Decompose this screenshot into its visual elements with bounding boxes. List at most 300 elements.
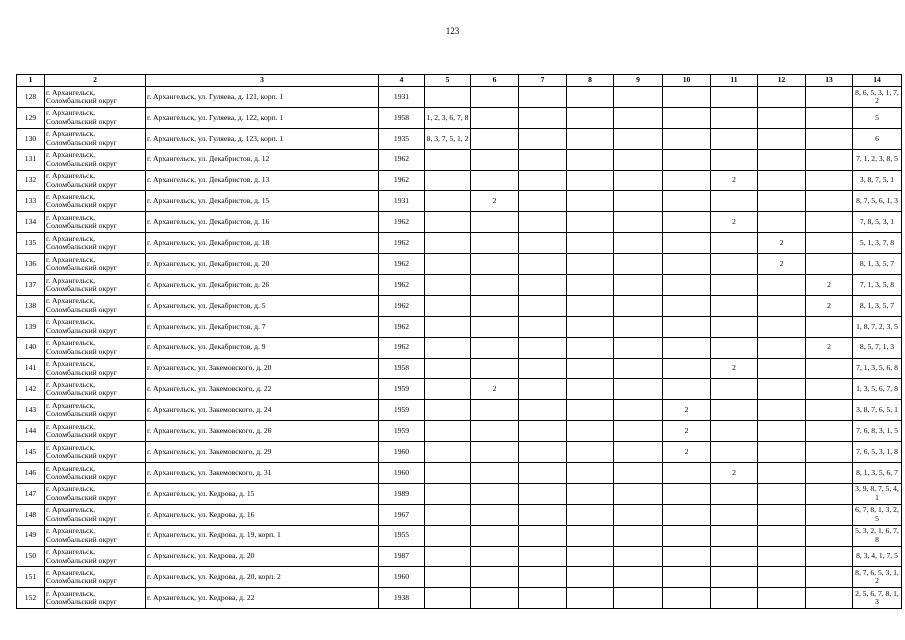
col12-cell (758, 379, 806, 400)
district-cell: г. Архангельск, Соломбальский округ (45, 316, 146, 337)
col12-cell (758, 316, 806, 337)
col13-cell: 2 (806, 275, 853, 296)
row-number: 142 (17, 379, 45, 400)
column-header-8: 8 (567, 75, 614, 87)
district-cell: г. Архангельск, Соломбальский округ (45, 295, 146, 316)
col9-cell (614, 170, 663, 191)
col7-cell (519, 463, 567, 484)
col8-cell (567, 442, 614, 463)
col10-cell (663, 233, 711, 254)
col10-cell (663, 295, 711, 316)
col7-cell (519, 442, 567, 463)
year-cell: 1987 (379, 546, 425, 567)
column-header-11: 11 (711, 75, 758, 87)
col5-cell (425, 483, 471, 504)
col11-cell (711, 525, 758, 546)
col6-cell (471, 567, 519, 588)
col8-cell (567, 567, 614, 588)
col9-cell (614, 442, 663, 463)
table-row (17, 546, 902, 567)
col14-cell: 1, 3, 5, 6, 7, 8 (853, 379, 902, 400)
row-number: 137 (17, 275, 45, 296)
col5-cell (425, 316, 471, 337)
col9-cell (614, 128, 663, 149)
table-row (17, 191, 902, 212)
row-number: 151 (17, 567, 45, 588)
address-cell: г. Архангельск, ул. Декабристов, д. 20 (146, 254, 379, 275)
col8-cell (567, 191, 614, 212)
col10-cell (663, 546, 711, 567)
header-row (17, 75, 902, 87)
table-row (17, 358, 902, 379)
row-number: 136 (17, 254, 45, 275)
col11-cell (711, 400, 758, 421)
col11-cell (711, 421, 758, 442)
table-body (17, 87, 902, 609)
row-number: 149 (17, 525, 45, 546)
col13-cell (806, 254, 853, 275)
district-cell: г. Архангельск, Соломбальский округ (45, 233, 146, 254)
col13-cell (806, 233, 853, 254)
row-number: 138 (17, 295, 45, 316)
col12-cell (758, 149, 806, 170)
year-cell: 1967 (379, 504, 425, 525)
col11-cell (711, 442, 758, 463)
address-cell: г. Архангельск, ул. Закемовского, д. 29 (146, 442, 379, 463)
district-cell: г. Архангельск, Соломбальский округ (45, 546, 146, 567)
col14-cell: 7, 1, 2, 3, 8, 5 (853, 149, 902, 170)
col12-cell (758, 87, 806, 108)
col14-cell: 7, 1, 3, 5, 8 (853, 275, 902, 296)
col7-cell (519, 483, 567, 504)
page-number: 123 (445, 26, 460, 36)
col6-cell (471, 463, 519, 484)
col10-cell (663, 149, 711, 170)
col13-cell (806, 212, 853, 233)
address-cell: г. Архангельск, ул. Кедрова, д. 15 (146, 483, 379, 504)
address-cell: г. Архангельск, ул. Закемовского, д. 26 (146, 421, 379, 442)
col13-cell (806, 87, 853, 108)
col7-cell (519, 358, 567, 379)
address-cell: г. Архангельск, ул. Декабристов, д. 5 (146, 295, 379, 316)
column-header-1: 1 (17, 75, 45, 87)
col5-cell (425, 212, 471, 233)
district-cell: г. Архангельск, Соломбальский округ (45, 275, 146, 296)
col13-cell (806, 588, 853, 609)
col13-cell (806, 379, 853, 400)
column-header-4: 4 (379, 75, 425, 87)
row-number: 134 (17, 212, 45, 233)
col7-cell (519, 379, 567, 400)
district-cell: г. Архангельск, Соломбальский округ (45, 358, 146, 379)
col6-cell (471, 275, 519, 296)
col5-cell (425, 567, 471, 588)
col7-cell (519, 421, 567, 442)
col9-cell (614, 233, 663, 254)
col7-cell (519, 191, 567, 212)
col8-cell (567, 546, 614, 567)
col8-cell (567, 504, 614, 525)
table-row (17, 400, 902, 421)
col9-cell (614, 358, 663, 379)
col13-cell (806, 567, 853, 588)
address-cell: г. Архангельск, ул. Декабристов, д. 26 (146, 275, 379, 296)
district-cell: г. Архангельск, Соломбальский округ (45, 254, 146, 275)
col10-cell (663, 128, 711, 149)
col10-cell (663, 212, 711, 233)
address-cell: г. Архангельск, ул. Декабристов, д. 16 (146, 212, 379, 233)
year-cell: 1960 (379, 463, 425, 484)
table-row (17, 128, 902, 149)
col11-cell (711, 149, 758, 170)
col12-cell (758, 421, 806, 442)
district-cell: г. Архангельск, Соломбальский округ (45, 400, 146, 421)
col12-cell (758, 295, 806, 316)
col6-cell (471, 149, 519, 170)
col14-cell: 8, 7, 5, 6, 1, 3 (853, 191, 902, 212)
col13-cell (806, 191, 853, 212)
col12-cell (758, 107, 806, 128)
col12-cell (758, 525, 806, 546)
col10-cell (663, 567, 711, 588)
column-header-9: 9 (614, 75, 663, 87)
row-number: 128 (17, 87, 45, 108)
col12-cell (758, 212, 806, 233)
address-cell: г. Архангельск, ул. Гуляева, д. 122, корп. 1 (146, 107, 379, 128)
col7-cell (519, 170, 567, 191)
address-cell: г. Архангельск, ул. Гуляева, д. 121, корп. 1 (146, 87, 379, 108)
col13-cell: 2 (806, 337, 853, 358)
col8-cell (567, 400, 614, 421)
row-number: 143 (17, 400, 45, 421)
col5-cell (425, 588, 471, 609)
col10-cell (663, 504, 711, 525)
col6-cell (471, 525, 519, 546)
col13-cell (806, 421, 853, 442)
col12-cell (758, 358, 806, 379)
year-cell: 1959 (379, 400, 425, 421)
table-row (17, 504, 902, 525)
col7-cell (519, 87, 567, 108)
table-row (17, 149, 902, 170)
year-cell: 1962 (379, 337, 425, 358)
address-cell: г. Архангельск, ул. Закемовского, д. 22 (146, 379, 379, 400)
col13-cell (806, 463, 853, 484)
address-cell: г. Архангельск, ул. Закемовского, д. 20 (146, 358, 379, 379)
col14-cell: 1, 8, 7, 2, 3, 5 (853, 316, 902, 337)
district-cell: г. Архангельск, Соломбальский округ (45, 212, 146, 233)
col9-cell (614, 567, 663, 588)
table-row (17, 567, 902, 588)
col11-cell: 2 (711, 170, 758, 191)
col6-cell (471, 128, 519, 149)
col7-cell (519, 337, 567, 358)
col11-cell: 2 (711, 212, 758, 233)
table-row (17, 212, 902, 233)
col14-cell: 5, 1, 3, 7, 8 (853, 233, 902, 254)
year-cell: 1931 (379, 87, 425, 108)
district-cell: г. Архангельск, Соломбальский округ (45, 170, 146, 191)
address-cell: г. Архангельск, ул. Закемовского, д. 24 (146, 400, 379, 421)
col12-cell (758, 483, 806, 504)
col9-cell (614, 316, 663, 337)
district-cell: г. Архангельск, Соломбальский округ (45, 128, 146, 149)
col8-cell (567, 421, 614, 442)
col11-cell (711, 191, 758, 212)
col9-cell (614, 337, 663, 358)
col13-cell (806, 107, 853, 128)
year-cell: 1935 (379, 128, 425, 149)
col10-cell (663, 170, 711, 191)
col11-cell (711, 379, 758, 400)
col12-cell (758, 504, 806, 525)
col10-cell: 2 (663, 400, 711, 421)
col14-cell: 7, 6, 8, 3, 1, 5 (853, 421, 902, 442)
address-cell: г. Архангельск, ул. Декабристов, д. 9 (146, 337, 379, 358)
col13-cell (806, 149, 853, 170)
address-cell: г. Архангельск, ул. Кедрова, д. 20, корп. 2 (146, 567, 379, 588)
col9-cell (614, 483, 663, 504)
col10-cell (663, 358, 711, 379)
table-row (17, 87, 902, 108)
col11-cell (711, 107, 758, 128)
col11-cell (711, 504, 758, 525)
col6-cell (471, 421, 519, 442)
table-row (17, 463, 902, 484)
row-number: 140 (17, 337, 45, 358)
col5-cell (425, 295, 471, 316)
col14-cell: 8, 3, 4, 1, 7, 5 (853, 546, 902, 567)
col6-cell (471, 400, 519, 421)
col8-cell (567, 463, 614, 484)
col5-cell (425, 379, 471, 400)
col13-cell (806, 504, 853, 525)
year-cell: 1959 (379, 421, 425, 442)
col10-cell (663, 525, 711, 546)
col9-cell (614, 400, 663, 421)
col9-cell (614, 525, 663, 546)
col8-cell (567, 337, 614, 358)
col6-cell (471, 546, 519, 567)
col10-cell (663, 337, 711, 358)
district-cell: г. Архангельск, Соломбальский округ (45, 567, 146, 588)
col8-cell (567, 588, 614, 609)
col10-cell (663, 379, 711, 400)
col6-cell (471, 316, 519, 337)
table-row (17, 588, 902, 609)
col10-cell (663, 191, 711, 212)
col14-cell: 8, 1, 3, 5, 7 (853, 295, 902, 316)
col13-cell: 2 (806, 295, 853, 316)
col12-cell (758, 400, 806, 421)
address-cell: г. Архангельск, ул. Декабристов, д. 13 (146, 170, 379, 191)
col12-cell: 2 (758, 254, 806, 275)
col7-cell (519, 128, 567, 149)
row-number: 145 (17, 442, 45, 463)
col6-cell (471, 212, 519, 233)
col5-cell (425, 233, 471, 254)
row-number: 130 (17, 128, 45, 149)
col14-cell: 8, 6, 5, 3, 1, 7, 2 (853, 87, 902, 108)
col7-cell (519, 107, 567, 128)
col13-cell (806, 170, 853, 191)
district-cell: г. Архангельск, Соломбальский округ (45, 525, 146, 546)
row-number: 150 (17, 546, 45, 567)
col11-cell (711, 254, 758, 275)
col9-cell (614, 295, 663, 316)
col13-cell (806, 358, 853, 379)
col11-cell (711, 588, 758, 609)
col5-cell (425, 525, 471, 546)
col13-cell (806, 546, 853, 567)
col11-cell (711, 483, 758, 504)
col12-cell (758, 128, 806, 149)
col5-cell (425, 337, 471, 358)
address-cell: г. Архангельск, ул. Гуляева, д. 123, корп. 1 (146, 128, 379, 149)
col6-cell (471, 504, 519, 525)
row-number: 144 (17, 421, 45, 442)
col8-cell (567, 87, 614, 108)
col5-cell (425, 254, 471, 275)
col9-cell (614, 546, 663, 567)
col8-cell (567, 358, 614, 379)
district-cell: г. Архангельск, Соломбальский округ (45, 421, 146, 442)
col5-cell (425, 546, 471, 567)
col7-cell (519, 254, 567, 275)
year-cell: 1962 (379, 316, 425, 337)
col11-cell: 2 (711, 463, 758, 484)
col14-cell: 7, 6, 5, 3, 1, 8 (853, 442, 902, 463)
col11-cell (711, 295, 758, 316)
col6-cell (471, 588, 519, 609)
col7-cell (519, 546, 567, 567)
row-number: 152 (17, 588, 45, 609)
address-cell: г. Архангельск, ул. Кедрова, д. 20 (146, 546, 379, 567)
col5-cell (425, 442, 471, 463)
col14-cell: 3, 9, 8, 7, 5, 4, 1 (853, 483, 902, 504)
col5-cell (425, 275, 471, 296)
year-cell: 1959 (379, 379, 425, 400)
col5-cell (425, 149, 471, 170)
col11-cell (711, 275, 758, 296)
year-cell: 1960 (379, 567, 425, 588)
address-cell: г. Архангельск, ул. Кедрова, д. 22 (146, 588, 379, 609)
col7-cell (519, 275, 567, 296)
col9-cell (614, 588, 663, 609)
col6-cell (471, 483, 519, 504)
col6-cell (471, 254, 519, 275)
col5-cell (425, 421, 471, 442)
col5-cell (425, 358, 471, 379)
col9-cell (614, 149, 663, 170)
col7-cell (519, 233, 567, 254)
col10-cell: 2 (663, 421, 711, 442)
year-cell: 1962 (379, 295, 425, 316)
col12-cell (758, 170, 806, 191)
col10-cell: 2 (663, 442, 711, 463)
col5-cell (425, 400, 471, 421)
col14-cell: 5 (853, 107, 902, 128)
col7-cell (519, 316, 567, 337)
col11-cell (711, 87, 758, 108)
col14-cell: 8, 1, 3, 5, 7 (853, 254, 902, 275)
row-number: 148 (17, 504, 45, 525)
col11-cell (711, 233, 758, 254)
col8-cell (567, 525, 614, 546)
col5-cell: 1, 2, 3, 6, 7, 8 (425, 107, 471, 128)
year-cell: 1962 (379, 170, 425, 191)
col12-cell (758, 275, 806, 296)
col8-cell (567, 170, 614, 191)
col7-cell (519, 588, 567, 609)
district-cell: г. Архангельск, Соломбальский округ (45, 379, 146, 400)
col9-cell (614, 379, 663, 400)
col6-cell (471, 107, 519, 128)
col5-cell (425, 463, 471, 484)
col12-cell (758, 588, 806, 609)
row-number: 133 (17, 191, 45, 212)
col14-cell: 6 (853, 128, 902, 149)
col9-cell (614, 275, 663, 296)
col9-cell (614, 107, 663, 128)
district-cell: г. Архангельск, Соломбальский округ (45, 337, 146, 358)
col14-cell: 8, 5, 7, 1, 3 (853, 337, 902, 358)
column-header-13: 13 (806, 75, 853, 87)
col8-cell (567, 295, 614, 316)
year-cell: 1962 (379, 149, 425, 170)
row-number: 141 (17, 358, 45, 379)
row-number: 147 (17, 483, 45, 504)
column-header-7: 7 (519, 75, 567, 87)
col5-cell: 8, 3, 7, 5, 1, 2 (425, 128, 471, 149)
col8-cell (567, 275, 614, 296)
col11-cell (711, 567, 758, 588)
col7-cell (519, 525, 567, 546)
table-row (17, 337, 902, 358)
district-cell: г. Архангельск, Соломбальский округ (45, 191, 146, 212)
address-cell: г. Архангельск, ул. Кедрова, д. 19, корп. 1 (146, 525, 379, 546)
col14-cell: 7, 8, 5, 3, 1 (853, 212, 902, 233)
col13-cell (806, 483, 853, 504)
table-row (17, 421, 902, 442)
address-cell: г. Архангельск, ул. Декабристов, д. 12 (146, 149, 379, 170)
col10-cell (663, 463, 711, 484)
col7-cell (519, 400, 567, 421)
col6-cell (471, 87, 519, 108)
district-cell: г. Архангельск, Соломбальский округ (45, 107, 146, 128)
table-row (17, 379, 902, 400)
col14-cell: 5, 3, 2, 1, 6, 7, 8 (853, 525, 902, 546)
column-header-2: 2 (45, 75, 146, 87)
column-header-14: 14 (853, 75, 902, 87)
address-cell: г. Архангельск, ул. Кедрова, д. 16 (146, 504, 379, 525)
col11-cell (711, 546, 758, 567)
year-cell: 1962 (379, 212, 425, 233)
col9-cell (614, 504, 663, 525)
district-cell: г. Архангельск, Соломбальский округ (45, 588, 146, 609)
district-cell: г. Архангельск, Соломбальский округ (45, 463, 146, 484)
table-row (17, 107, 902, 128)
year-cell: 1931 (379, 191, 425, 212)
col5-cell (425, 191, 471, 212)
col8-cell (567, 149, 614, 170)
table-row (17, 170, 902, 191)
col8-cell (567, 107, 614, 128)
col12-cell (758, 463, 806, 484)
col13-cell (806, 525, 853, 546)
address-cell: г. Архангельск, ул. Закемовского, д. 31 (146, 463, 379, 484)
col12-cell (758, 191, 806, 212)
